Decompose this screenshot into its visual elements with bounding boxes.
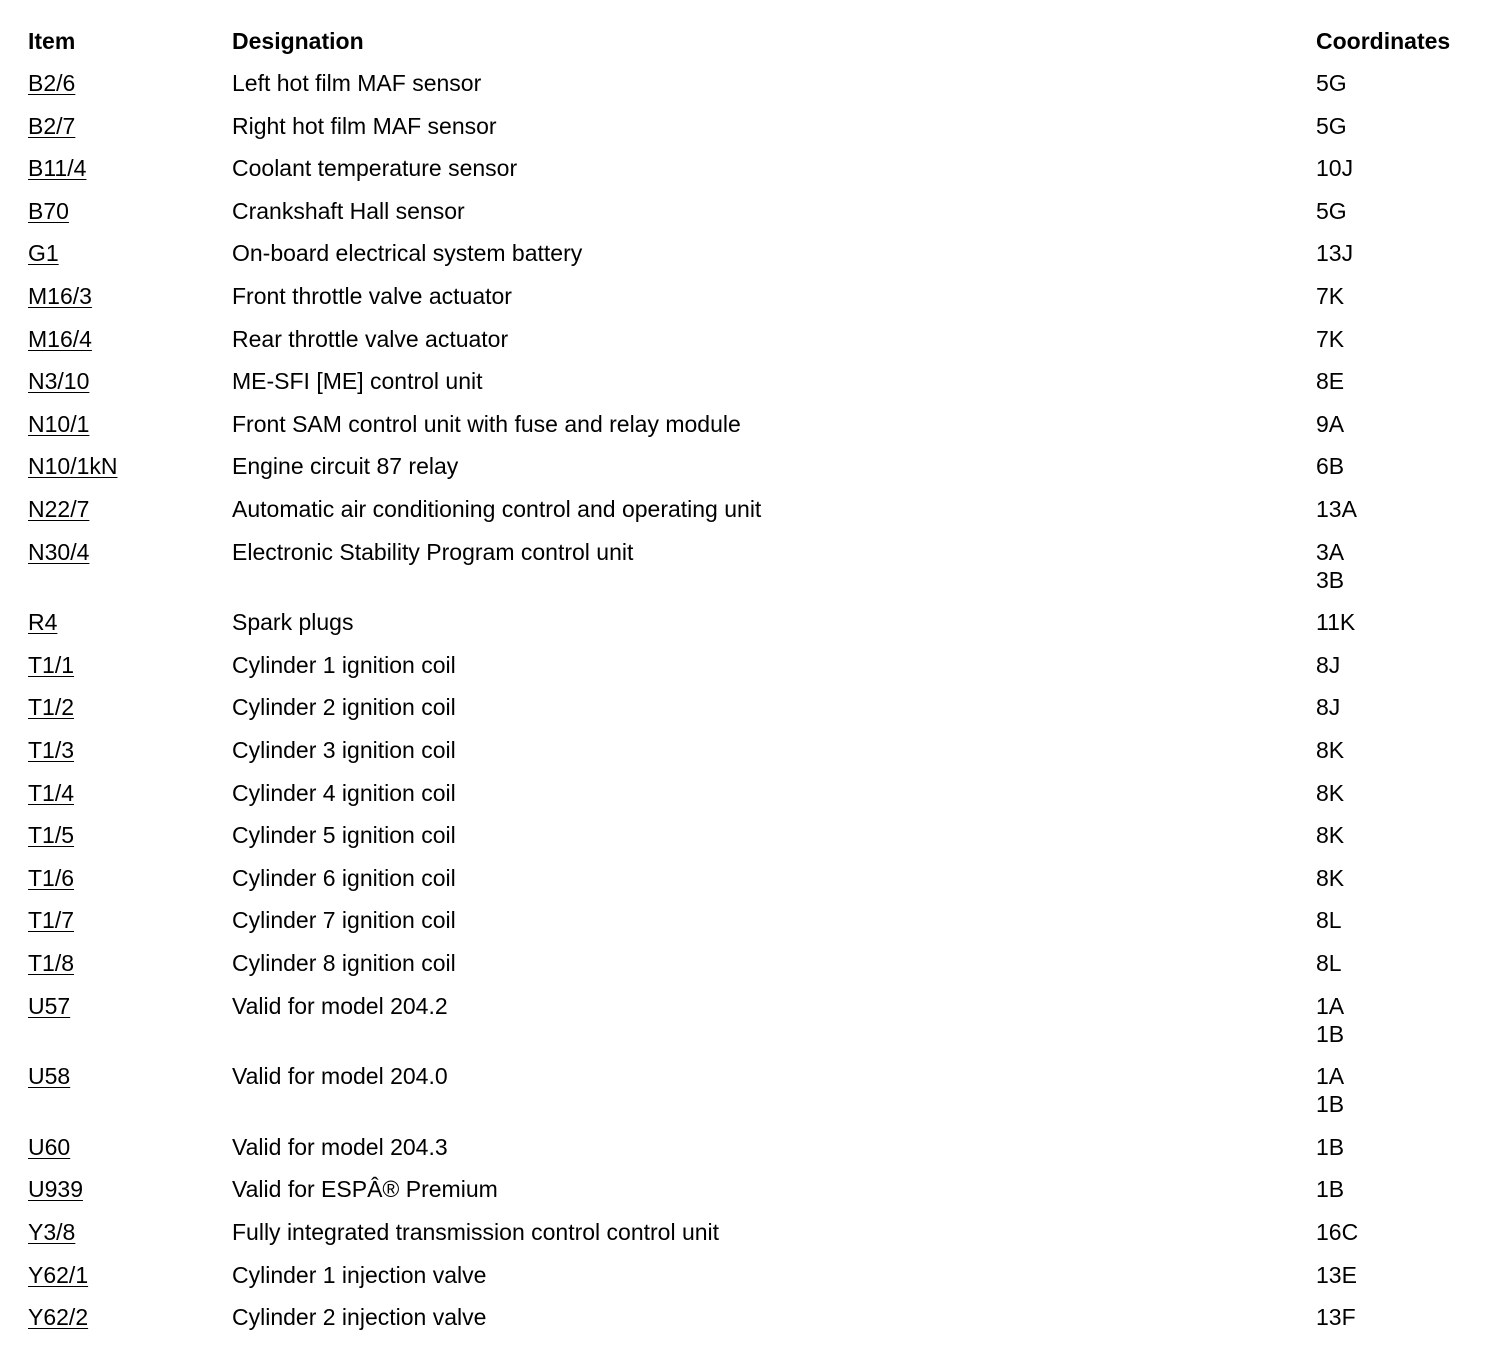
coordinates-cell — [1316, 1133, 1344, 1161]
coordinates-cell — [1316, 693, 1340, 721]
designation-text: Front SAM control unit with fuse and relay module — [232, 410, 741, 437]
designation-text: Automatic air conditioning control and operating unit — [232, 496, 762, 522]
coordinate-value: 8J — [1316, 694, 1341, 721]
coordinate-value: 13F — [1316, 1304, 1356, 1331]
coordinate-value: 16C — [1316, 1219, 1359, 1245]
coordinates-cell — [1316, 154, 1353, 182]
coordinates-cell — [1316, 821, 1344, 849]
item-link[interactable]: G1 — [28, 240, 59, 267]
coordinate-value: 7K — [1316, 283, 1345, 309]
item-link[interactable]: T1/3 — [28, 737, 75, 763]
item-link[interactable]: T1/5 — [28, 822, 75, 849]
coordinates-cell — [1316, 1062, 1344, 1118]
item-link[interactable]: B2/6 — [28, 70, 76, 96]
item-link[interactable]: N10/1kN — [28, 453, 118, 480]
item-link[interactable]: B2/7 — [28, 112, 76, 139]
designation-text: Electronic Stability Program control unit — [232, 538, 634, 565]
designation-text: Crankshaft Hall sensor — [232, 197, 465, 224]
coordinates-cell — [1316, 1175, 1344, 1203]
item-link[interactable]: B70 — [28, 197, 69, 224]
designation-text: Front throttle valve actuator — [232, 283, 512, 309]
designation-text: On-board electrical system battery — [232, 240, 583, 267]
item-link[interactable]: T1/2 — [28, 694, 75, 721]
designation-text: Engine circuit 87 relay — [232, 453, 459, 480]
coordinate-value: 8K — [1316, 822, 1345, 849]
coordinates-cell — [1316, 651, 1340, 679]
item-link[interactable]: N3/10 — [28, 368, 90, 395]
coordinate-value: 5G — [1316, 197, 1347, 224]
item-link[interactable]: R4 — [28, 609, 58, 636]
item-link[interactable]: N10/1 — [28, 410, 90, 437]
designation-text: Coolant temperature sensor — [232, 155, 518, 182]
coordinates-cell — [1316, 69, 1347, 97]
item-link[interactable]: U57 — [28, 992, 71, 1019]
designation-text: Cylinder 2 injection valve — [232, 1304, 487, 1331]
designation-text: ME-SFI [ME] control unit — [232, 368, 483, 395]
coordinate-value: 1A — [1316, 1063, 1345, 1090]
coordinates-cell — [1316, 282, 1344, 310]
coordinates-cell — [1316, 779, 1344, 807]
coordinate-value: 9A — [1316, 410, 1345, 437]
item-link[interactable]: U58 — [28, 1063, 71, 1090]
coordinates-cell — [1316, 538, 1344, 594]
coordinates-cell — [1316, 239, 1353, 267]
designation-text: Valid for model 204.3 — [232, 1133, 448, 1160]
item-link[interactable]: Y62/2 — [28, 1304, 89, 1331]
designation-text: Fully integrated transmission control control unit — [232, 1219, 720, 1245]
item-link[interactable]: Y62/1 — [28, 1261, 89, 1288]
coordinate-value: 1A — [1316, 992, 1345, 1019]
coordinates-cell — [1316, 992, 1344, 1048]
item-link[interactable]: T1/8 — [28, 950, 75, 976]
coordinate-value: 6B — [1316, 453, 1345, 480]
designation-text: Cylinder 3 ignition coil — [232, 737, 456, 763]
coordinate-value: 1B — [1316, 1020, 1345, 1047]
coordinate-value: 7K — [1316, 325, 1345, 352]
coordinate-value: 8K — [1316, 737, 1345, 763]
coordinate-value: 1B — [1316, 1091, 1345, 1118]
designation-text: Cylinder 6 ignition coil — [232, 864, 456, 891]
coordinate-value: 10J — [1316, 155, 1354, 182]
coordinate-value: 5G — [1316, 112, 1347, 139]
item-link[interactable]: N22/7 — [28, 496, 90, 522]
coordinates-cell — [1316, 1218, 1358, 1246]
coordinates-cell — [1316, 495, 1357, 523]
coordinate-value: 8E — [1316, 368, 1345, 395]
item-link[interactable]: T1/7 — [28, 907, 75, 934]
coordinate-value: 3A — [1316, 538, 1345, 565]
coordinate-value: 8L — [1316, 907, 1342, 934]
designation-text: Cylinder 4 ignition coil — [232, 779, 456, 806]
item-link[interactable]: M16/4 — [28, 325, 92, 352]
item-link[interactable]: B11/4 — [28, 155, 87, 182]
item-link[interactable]: Y3/8 — [28, 1219, 76, 1245]
coordinate-value: 13E — [1316, 1261, 1357, 1288]
coordinate-value: 8K — [1316, 864, 1345, 891]
designation-text: Cylinder 1 injection valve — [232, 1261, 487, 1288]
designation-text: Valid for model 204.2 — [232, 992, 448, 1019]
designation-text: Left hot film MAF sensor — [232, 70, 482, 96]
designation-text: Valid for model 204.0 — [232, 1063, 448, 1090]
item-link[interactable]: T1/4 — [28, 779, 75, 806]
coordinate-value: 8L — [1316, 950, 1342, 976]
coordinates-cell — [1316, 452, 1344, 480]
header-coordinates: Coordinates — [1316, 28, 1451, 54]
designation-text: Right hot film MAF sensor — [232, 112, 497, 139]
coordinates-cell — [1316, 112, 1347, 140]
coordinates-cell — [1316, 864, 1344, 892]
item-link[interactable]: U939 — [28, 1176, 83, 1203]
designation-text: Cylinder 8 ignition coil — [232, 950, 456, 976]
coordinate-value: 8K — [1316, 779, 1345, 806]
header-item: Item — [28, 28, 76, 54]
item-link[interactable]: T1/6 — [28, 864, 75, 891]
designation-text: Cylinder 7 ignition coil — [232, 907, 456, 934]
coordinate-value: 3B — [1316, 566, 1345, 593]
coordinate-value: 5G — [1316, 70, 1347, 96]
designation-text: Spark plugs — [232, 609, 354, 636]
designation-text: Cylinder 2 ignition coil — [232, 694, 456, 721]
coordinates-cell — [1316, 197, 1347, 225]
coordinates-cell — [1316, 906, 1342, 934]
coordinate-value: 13J — [1316, 240, 1354, 267]
designation-text: Rear throttle valve actuator — [232, 325, 509, 352]
coordinates-cell — [1316, 1303, 1356, 1331]
designation-text: Valid for ESPÂ® Premium — [232, 1176, 498, 1203]
coordinates-cell — [1316, 325, 1344, 353]
item-link[interactable]: N30/4 — [28, 538, 90, 565]
header-designation: Designation — [232, 28, 364, 54]
designation-text: Cylinder 1 ignition coil — [232, 651, 456, 678]
coordinates-cell — [1316, 608, 1355, 636]
coordinate-value: 13A — [1316, 496, 1357, 522]
coordinates-cell — [1316, 367, 1344, 395]
coordinates-cell — [1316, 736, 1344, 764]
coordinate-value: 1B — [1316, 1133, 1345, 1160]
item-link[interactable]: M16/3 — [28, 283, 92, 309]
coordinates-cell — [1316, 1261, 1357, 1289]
coordinate-value: 1B — [1316, 1176, 1345, 1203]
coordinate-value: 11K — [1316, 609, 1356, 636]
coordinates-cell — [1316, 949, 1342, 977]
coordinate-value: 8J — [1316, 651, 1341, 678]
designation-text: Cylinder 5 ignition coil — [232, 822, 456, 849]
item-link[interactable]: U60 — [28, 1133, 71, 1160]
item-link[interactable]: T1/1 — [28, 651, 75, 678]
coordinates-cell — [1316, 410, 1344, 438]
